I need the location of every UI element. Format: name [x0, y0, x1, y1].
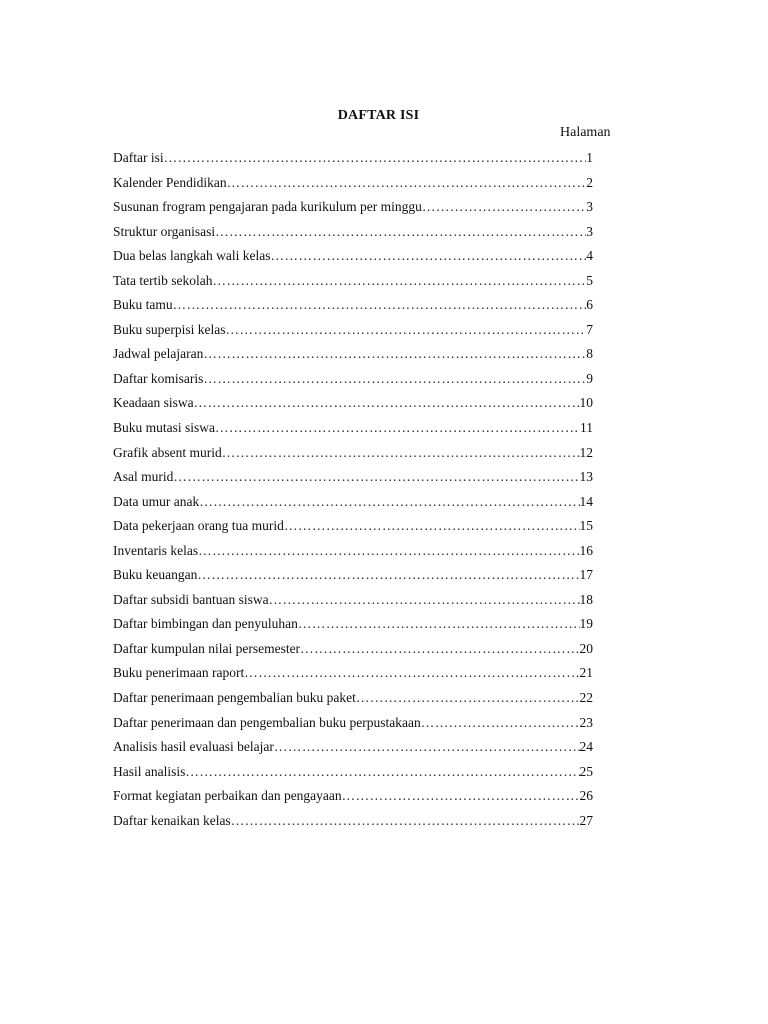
toc-entry-page-number: 20 — [579, 640, 593, 656]
toc-entry — [113, 346, 593, 371]
toc-entry — [113, 764, 593, 789]
toc-leader-dots — [203, 346, 586, 362]
toc-entry-page-number: 24 — [579, 739, 593, 755]
toc-entry-label: Daftar bimbingan dan penyuluhan — [113, 616, 298, 632]
toc-entry — [113, 445, 593, 470]
toc-entry — [113, 665, 593, 690]
toc-entry-page-number: 10 — [579, 395, 593, 411]
toc-leader-dots — [227, 175, 587, 191]
toc-leader-dots — [194, 395, 580, 411]
toc-entry-label: Keadaan siswa — [113, 395, 194, 411]
toc-entry-label: Daftar komisaris — [113, 370, 204, 386]
toc-entry — [113, 494, 593, 519]
toc-entry-label: Buku penerimaan raport — [113, 665, 245, 681]
toc-entry-label: Format kegiatan perbaikan dan pengayaan — [113, 788, 342, 804]
toc-leader-dots — [164, 150, 587, 166]
toc-entry-page-number: 11 — [580, 420, 593, 436]
toc-entry-page-number: 23 — [579, 714, 593, 730]
toc-entry — [113, 273, 593, 298]
toc-entry-page-number: 14 — [579, 493, 593, 509]
toc-leader-dots — [185, 764, 579, 780]
toc-entry-label: Dua belas langkah wali kelas — [113, 248, 271, 264]
toc-entry-page-number: 6 — [586, 297, 593, 313]
toc-entry — [113, 641, 593, 666]
toc-entry — [113, 543, 593, 568]
toc-entry-label: Inventaris kelas — [113, 542, 199, 558]
toc-entry-label: Daftar penerimaan pengembalian buku paket — [113, 690, 356, 706]
toc-entry-page-number: 13 — [579, 469, 593, 485]
toc-entry-page-number: 2 — [586, 174, 593, 190]
toc-leader-dots — [342, 788, 580, 804]
toc-entry-page-number: 25 — [579, 763, 593, 779]
toc-leader-dots — [270, 248, 586, 264]
toc-leader-dots — [274, 739, 580, 755]
toc-entry-label: Analisis hasil evaluasi belajar — [113, 739, 274, 755]
toc-leader-dots — [215, 420, 580, 436]
table-of-contents — [113, 150, 593, 837]
toc-entry-page-number: 19 — [579, 616, 593, 632]
toc-entry — [113, 297, 593, 322]
toc-entry-page-number: 21 — [579, 665, 593, 681]
toc-entry — [113, 788, 593, 813]
toc-entry — [113, 813, 593, 838]
toc-entry-page-number: 5 — [586, 272, 593, 288]
toc-entry-page-number: 15 — [579, 518, 593, 534]
toc-leader-dots — [422, 199, 586, 215]
toc-leader-dots — [269, 592, 580, 608]
toc-entry-page-number: 7 — [586, 321, 593, 337]
toc-entry-label: Buku tamu — [113, 297, 173, 313]
toc-entry-page-number: 26 — [579, 788, 593, 804]
toc-leader-dots — [231, 813, 580, 829]
toc-entry-label: Kalender Pendidikan — [113, 174, 227, 190]
toc-entry-label: Asal murid — [113, 469, 174, 485]
toc-entry — [113, 469, 593, 494]
toc-entry-label: Tata tertib sekolah — [113, 272, 213, 288]
toc-entry-page-number: 17 — [579, 567, 593, 583]
toc-entry — [113, 739, 593, 764]
toc-entry-label: Daftar subsidi bantuan siswa — [113, 591, 269, 607]
toc-entry — [113, 199, 593, 224]
toc-entry — [113, 248, 593, 273]
document-title: DAFTAR ISI — [337, 108, 420, 123]
toc-entry-page-number: 3 — [586, 223, 593, 239]
toc-entry — [113, 224, 593, 249]
toc-entry-label: Buku keuangan — [113, 567, 198, 583]
toc-leader-dots — [284, 518, 580, 534]
toc-entry — [113, 395, 593, 420]
toc-entry — [113, 371, 593, 396]
toc-entry-label: Hasil analisis — [113, 763, 186, 779]
toc-entry — [113, 715, 593, 740]
toc-entry-label: Buku superpisi kelas — [113, 321, 226, 337]
toc-leader-dots — [199, 494, 579, 510]
toc-leader-dots — [213, 273, 587, 289]
toc-entry-page-number: 8 — [586, 346, 593, 362]
toc-entry-page-number: 4 — [586, 248, 593, 264]
toc-leader-dots — [197, 567, 579, 583]
toc-leader-dots — [215, 224, 586, 240]
toc-entry — [113, 592, 593, 617]
toc-entry — [113, 518, 593, 543]
toc-entry — [113, 175, 593, 200]
page-column-header: Halaman — [560, 125, 611, 140]
toc-leader-dots — [300, 641, 579, 657]
toc-entry-label: Daftar penerimaan dan pengembalian buku perpustakaan — [113, 714, 421, 730]
toc-entry-page-number: 16 — [579, 542, 593, 558]
toc-leader-dots — [198, 543, 579, 559]
toc-entry — [113, 420, 593, 445]
toc-entry-label: Jadwal pelajaran — [113, 346, 204, 362]
toc-leader-dots — [298, 616, 580, 632]
toc-entry-page-number: 3 — [586, 199, 593, 215]
toc-leader-dots — [244, 665, 579, 681]
toc-entry-label: Data umur anak — [113, 493, 200, 509]
toc-entry-label: Buku mutasi siswa — [113, 420, 216, 436]
toc-entry — [113, 690, 593, 715]
toc-entry — [113, 150, 593, 175]
toc-entry-label: Struktur organisasi — [113, 223, 216, 239]
toc-entry-label: Data pekerjaan orang tua murid — [113, 518, 284, 534]
toc-entry-label: Daftar isi — [113, 150, 164, 165]
toc-leader-dots — [173, 297, 587, 313]
toc-entry-label: Daftar kenaikan kelas — [113, 812, 231, 828]
toc-entry — [113, 567, 593, 592]
toc-leader-dots — [222, 445, 580, 461]
toc-leader-dots — [421, 715, 580, 731]
toc-entry-page-number: 1 — [586, 150, 593, 165]
toc-entry — [113, 616, 593, 641]
toc-leader-dots — [356, 690, 580, 706]
toc-entry-page-number: 27 — [579, 812, 593, 828]
toc-leader-dots — [203, 371, 586, 387]
toc-entry-page-number: 22 — [579, 690, 593, 706]
toc-entry-label: Susunan frogram pengajaran pada kurikulum per minggu — [113, 199, 422, 215]
toc-entry-page-number: 18 — [579, 591, 593, 607]
toc-entry-page-number: 9 — [586, 370, 593, 386]
toc-leader-dots — [226, 322, 587, 338]
toc-entry — [113, 322, 593, 347]
toc-entry-page-number: 12 — [579, 444, 593, 460]
toc-entry-label: Grafik absent murid — [113, 444, 222, 460]
toc-entry-label: Daftar kumpulan nilai persemester — [113, 640, 301, 656]
toc-leader-dots — [173, 469, 579, 485]
